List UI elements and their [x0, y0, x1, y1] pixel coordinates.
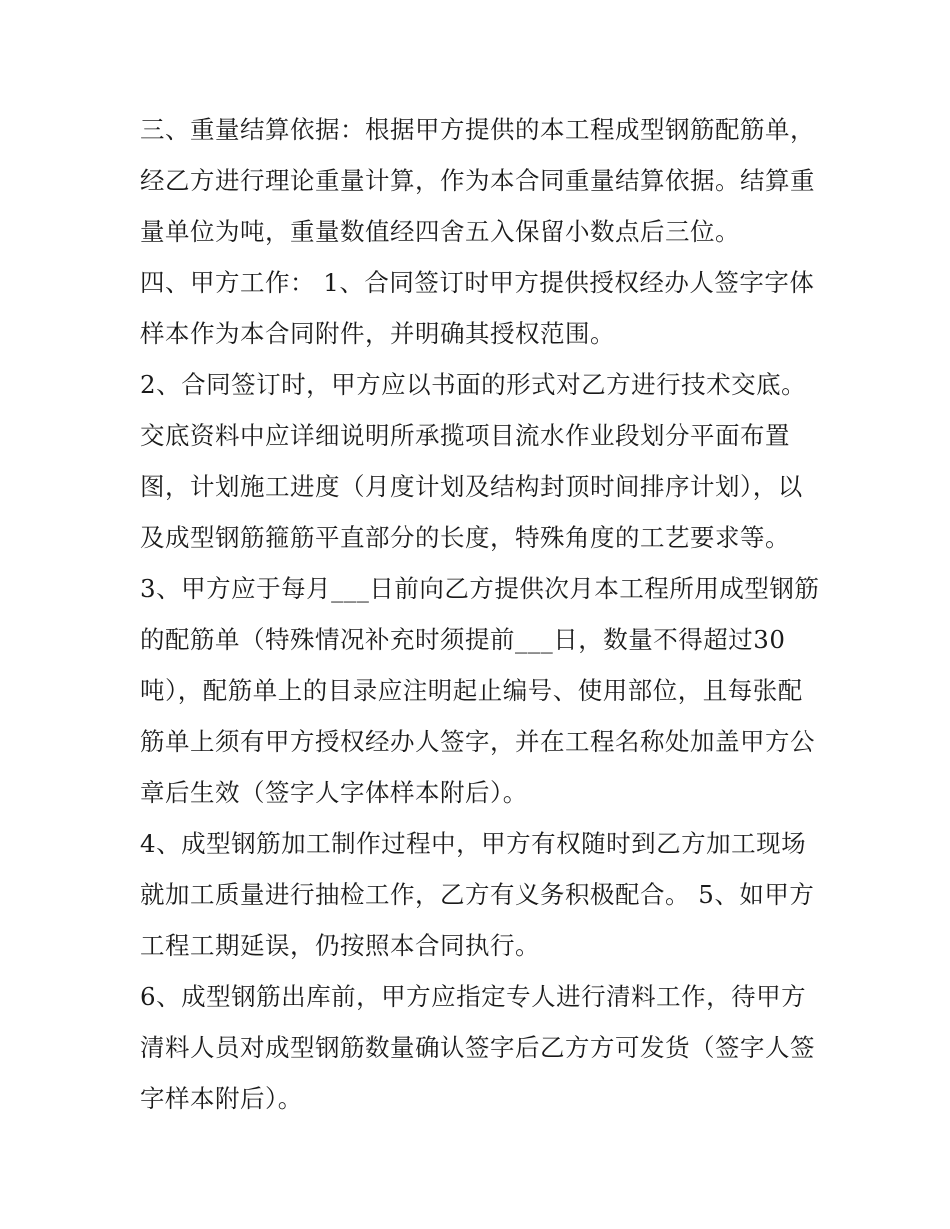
text-line: 6、成型钢筋出库前，甲方应指定专人进行清料工作，待甲方: [140, 982, 807, 1011]
text-line: 工程工期延误，仍按照本合同执行。: [140, 931, 540, 960]
text-line: 就加工质量进行抽检工作，乙方有义务积极配合。 5、如甲方: [140, 880, 815, 909]
text-line: 样本作为本合同附件，并明确其授权范围。: [140, 319, 615, 348]
text-line: 章后生效（签字人字体样本附后）。: [140, 778, 528, 807]
document-body: [140, 104, 830, 1124]
text-line: 2、合同签订时，甲方应以书面的形式对乙方进行技术交底。: [140, 370, 807, 399]
text-line: 图，计划施工进度（月度计划及结构封顶时间排序计划），以: [140, 472, 803, 501]
text-line: 吨），配筋单上的目录应注明起止编号、使用部位，且每张配: [140, 676, 803, 705]
text-line: 三、重量结算依据：根据甲方提供的本工程成型钢筋配筋单，: [140, 115, 815, 144]
text-line: 筋单上须有甲方授权经办人签字，并在工程名称处加盖甲方公: [140, 727, 815, 756]
text-line: 的配筋单（特殊情况补充时须提前___日，数量不得超过30: [140, 625, 786, 654]
text-line: 字样本附后）。: [140, 1084, 303, 1113]
text-line: 4、成型钢筋加工制作过程中，甲方有权随时到乙方加工现场: [140, 829, 807, 858]
text-line: 交底资料中应详细说明所承揽项目流水作业段划分平面布置: [140, 421, 790, 450]
text-line: 量单位为吨，重量数值经四舍五入保留小数点后三位。: [140, 217, 740, 246]
text-line: 四、甲方工作： 1、合同签订时甲方提供授权经办人签字字体: [140, 268, 815, 297]
text-line: 清料人员对成型钢筋数量确认签字后乙方方可发货（签字人签: [140, 1033, 815, 1062]
text-line: 经乙方进行理论重量计算，作为本合同重量结算依据。结算重: [140, 166, 815, 195]
text-line: 3、甲方应于每月___日前向乙方提供次月本工程所用成型钢筋: [140, 574, 820, 603]
text-line: 及成型钢筋箍筋平直部分的长度，特殊角度的工艺要求等。: [140, 523, 790, 552]
